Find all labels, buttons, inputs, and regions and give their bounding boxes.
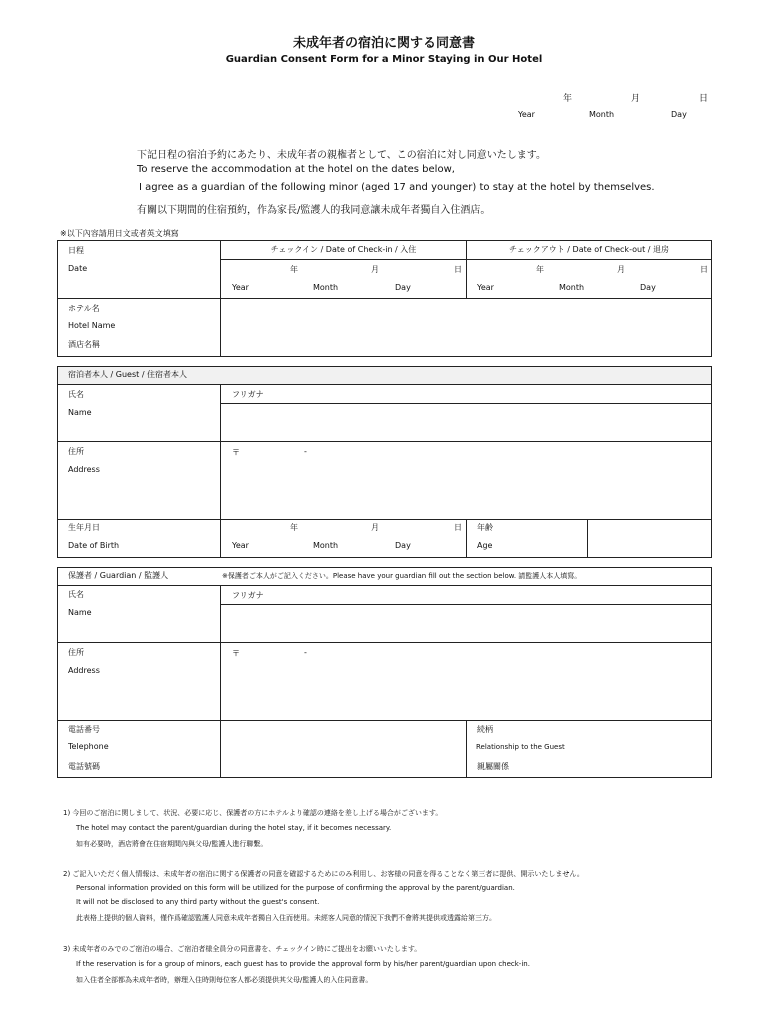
guest-postal-dash: -	[304, 447, 307, 456]
dob-year-jp: 年	[290, 523, 298, 532]
hotel-label-zh: 酒店名稱	[68, 340, 100, 349]
intro-note: ※以下內容請用日文或者英文填寫	[60, 229, 179, 238]
title-en: Guardian Consent Form for a Minor Staying in Our Hotel	[225, 54, 543, 65]
checkin-month-en: Month	[313, 283, 339, 292]
age-label-en: Age	[477, 541, 493, 550]
dob-month-en: Month	[313, 541, 339, 550]
checkout-year-jp: 年	[536, 265, 544, 274]
checkin-month-jp: 月	[371, 265, 379, 274]
checkin-day-jp: 日	[454, 265, 462, 274]
guardian-address-field[interactable]	[221, 643, 711, 720]
checkout-day-en: Day	[640, 283, 656, 292]
guardian-furigana-label: フリガナ	[232, 591, 264, 600]
dob-year-en: Year	[232, 541, 249, 550]
age-field[interactable]	[588, 520, 711, 557]
note-1-zh: 如有必要時，酒店將會在住宿期間內與父母/監護人進行聯繫。	[76, 840, 268, 848]
note-2-en-2: It will not be disclosed to any third party without the guest's consent.	[76, 898, 320, 906]
date-day-jp: 日	[699, 94, 709, 104]
relationship-field[interactable]	[588, 721, 711, 777]
date-month-en: Month	[589, 110, 615, 119]
date-year-en: Year	[518, 110, 535, 119]
note-2-zh: 此表格上提供的個人資料，僅作爲確認監護人同意未成年者獨自入住而使用。未經客人同意的情況下我們不會將其提供或透露給第三方。	[76, 914, 496, 922]
checkout-day-jp: 日	[700, 265, 708, 274]
relationship-label-jp: 続柄	[477, 725, 493, 734]
note-3-zh: 如入住者全部都為未成年者時，辦理入住時則每位客人都必須提供其父母/監護人的入住同意書。	[76, 976, 373, 984]
checkout-month-en: Month	[559, 283, 585, 292]
date-label-en: Date	[68, 264, 88, 273]
note-2-jp: 2) ご記入いただく個人情報は、未成年者の宿泊に関する保護者の同意を確認するためにのみ利用し、お客様の同意を得ることなく第三者に提供、開示いたしません。	[63, 870, 584, 878]
title-jp: 未成年者の宿泊に関する同意書	[292, 36, 475, 51]
checkin-year-jp: 年	[290, 265, 298, 274]
checkin-day-en: Day	[395, 283, 411, 292]
guest-postal-mark: 〒	[232, 448, 240, 457]
intro-zh: 有關以下期間的住宿預約，作為家長/監護人的我同意讓未成年者獨自入住酒店。	[137, 205, 491, 216]
checkout-year-en: Year	[477, 283, 494, 292]
guest-furigana-label: フリガナ	[232, 390, 264, 399]
guardian-name-label-jp: 氏名	[68, 590, 84, 599]
guardian-section-header: 保護者 / Guardian / 監護人	[68, 571, 169, 580]
guardian-name-field[interactable]	[221, 605, 711, 642]
date-year-jp: 年	[563, 94, 573, 104]
guardian-address-label-en: Address	[68, 666, 100, 675]
guest-address-field[interactable]	[221, 442, 711, 519]
guest-name-label-jp: 氏名	[68, 390, 84, 399]
checkin-year-en: Year	[232, 283, 249, 292]
intro-jp: 下記日程の宿泊予約にあたり、未成年者の親権者として、この宿泊に対し同意いたします。	[137, 150, 546, 161]
guest-address-label-jp: 住所	[68, 447, 84, 456]
note-2-en: Personal information provided on this form will be utilized for the purpose of confirming the approval by the parent/guardian.	[76, 884, 515, 892]
guardian-section-note: ※保護者ご本人がご記入ください。Please have your guardian fill out the section below. 請監護人本人填寫。	[222, 572, 582, 580]
dob-day-jp: 日	[454, 523, 462, 532]
telephone-field[interactable]	[221, 721, 466, 777]
guest-section-header: 宿泊者本人 / Guest / 住宿者本人	[68, 370, 188, 379]
note-1-en: The hotel may contact the parent/guardian during the hotel stay, if it becomes necessary.	[76, 824, 392, 832]
date-month-jp: 月	[631, 94, 641, 104]
telephone-label-jp: 電話番号	[68, 725, 100, 734]
guest-name-label-en: Name	[68, 408, 92, 417]
note-3-jp: 3) 未成年者のみでのご宿泊の場合、ご宿泊者様全員分の同意書を、チェックイン時にご提出をお願いいたします。	[63, 945, 422, 953]
note-3-en: If the reservation is for a group of minors, each guest has to provide the approval form by his/her parent/guardian upon check-in.	[76, 960, 530, 968]
guest-address-label-en: Address	[68, 465, 100, 474]
telephone-label-zh: 電話號碼	[68, 762, 100, 771]
checkin-header: チェックイン / Date of Check-in / 入住	[270, 245, 417, 254]
telephone-label-en: Telephone	[68, 742, 109, 751]
hotel-label-jp: ホテル名	[68, 304, 100, 313]
intro-en-2: I agree as a guardian of the following minor (aged 17 and younger) to stay at the hotel by themselves.	[139, 182, 655, 193]
hotel-label-en: Hotel Name	[68, 321, 116, 330]
checkout-month-jp: 月	[617, 265, 625, 274]
dob-label-en: Date of Birth	[68, 541, 120, 550]
relationship-label-zh: 親屬關係	[477, 762, 509, 771]
relationship-label-en: Relationship to the Guest	[476, 743, 565, 751]
dob-label-jp: 生年月日	[68, 523, 100, 532]
date-day-en: Day	[671, 110, 687, 119]
guardian-address-label-jp: 住所	[68, 648, 84, 657]
dob-day-en: Day	[395, 541, 411, 550]
dob-month-jp: 月	[371, 523, 379, 532]
hotel-name-field[interactable]	[221, 299, 711, 356]
guardian-postal-dash: -	[304, 648, 307, 657]
guardian-postal-mark: 〒	[232, 649, 240, 658]
note-1-jp: 1) 今回のご宿泊に関しまして、状況、必要に応じ、保護者の方にホテルより確認の連絡を差し上げる場合がございます。	[63, 809, 443, 817]
intro-en-1: To reserve the accommodation at the hotel on the dates below,	[137, 164, 455, 175]
guest-name-field[interactable]	[221, 404, 711, 441]
date-label-jp: 日程	[68, 246, 84, 255]
guardian-name-label-en: Name	[68, 608, 92, 617]
checkout-header: チェックアウト / Date of Check-out / 退房	[509, 245, 669, 254]
age-label-jp: 年齢	[477, 523, 493, 532]
